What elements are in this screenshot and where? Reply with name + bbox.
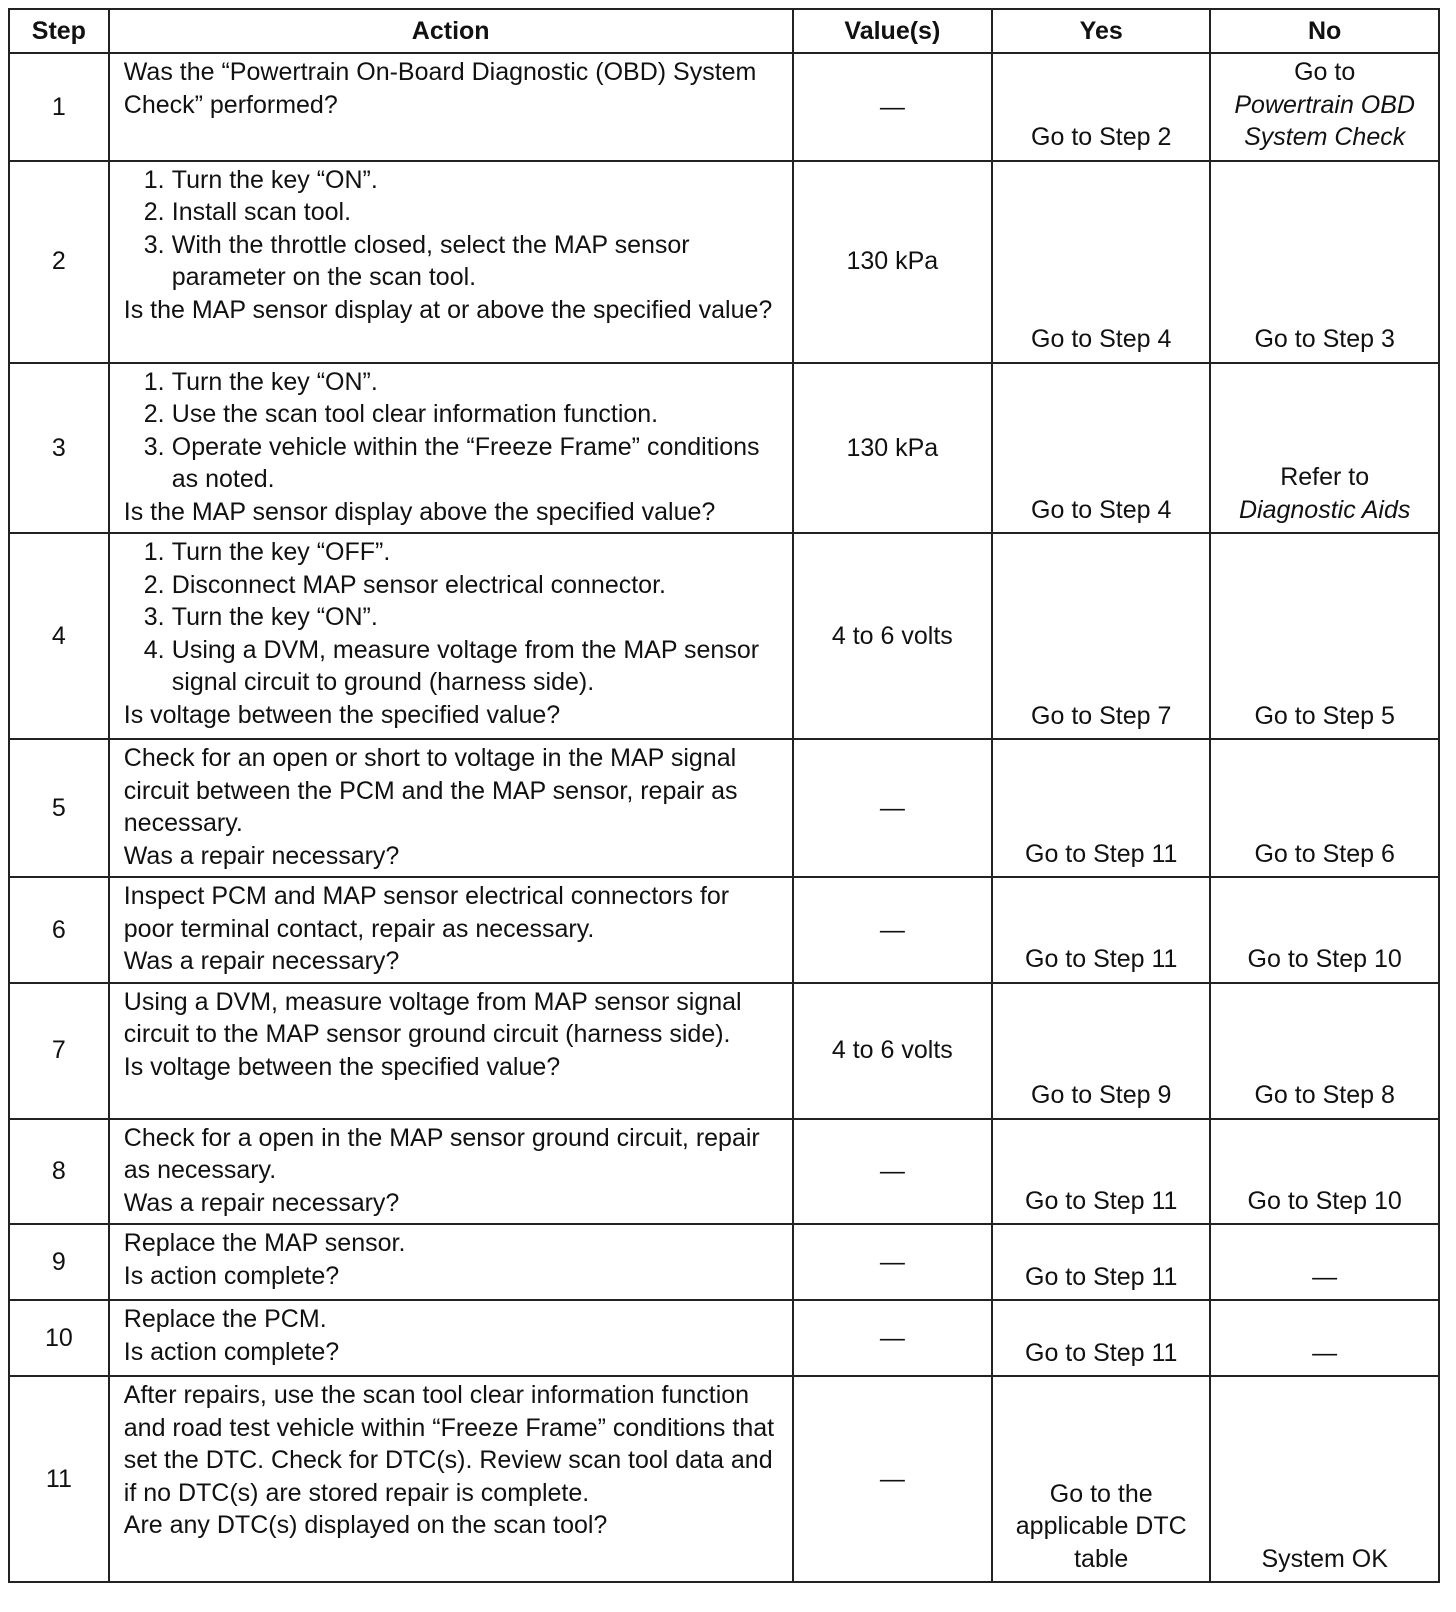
action-question: Is action complete? xyxy=(123,1337,340,1366)
table-row xyxy=(9,161,1439,363)
action-step-item xyxy=(144,366,780,399)
yes-cell: Go to Step 9 xyxy=(992,983,1210,1119)
table-row xyxy=(9,739,1439,877)
item-text: Operate vehicle within the “Freeze Frame” conditions as noted. xyxy=(171,432,760,493)
yes-cell: Go to Step 4 xyxy=(992,161,1210,363)
no-text: Go to Step 8 xyxy=(1254,1081,1395,1109)
action-step-item xyxy=(144,601,780,634)
no-text: — xyxy=(1312,1338,1338,1367)
action-step-item xyxy=(144,398,780,431)
action-text: Inspect PCM and MAP sensor electrical connectors for poor terminal contact, repair as necessary. xyxy=(123,882,730,943)
table-row xyxy=(9,877,1439,983)
item-number: 3. xyxy=(143,603,165,631)
no-text: Go to xyxy=(1294,58,1356,86)
action-cell xyxy=(109,983,793,1119)
table-row xyxy=(9,1300,1439,1376)
item-number: 1. xyxy=(143,367,165,396)
table-row xyxy=(9,1376,1439,1582)
action-question: Was a repair necessary? xyxy=(123,947,400,975)
action-step-item xyxy=(144,536,780,569)
header-action: Action xyxy=(109,9,793,53)
header-no: No xyxy=(1210,9,1439,53)
no-text: Go to Step 6 xyxy=(1254,839,1395,868)
no-reference-link: Powertrain OBD System Check xyxy=(1234,90,1415,151)
value-cell: — xyxy=(793,1376,993,1582)
no-reference-link: Diagnostic Aids xyxy=(1238,495,1411,524)
value-cell: 130 kPa xyxy=(793,363,993,534)
no-text: Go to Step 3 xyxy=(1254,325,1395,353)
action-step-item xyxy=(144,229,780,294)
table-row xyxy=(9,53,1439,161)
no-cell xyxy=(1210,739,1439,877)
item-text: Use the scan tool clear information function. xyxy=(171,400,659,428)
action-cell xyxy=(109,1224,793,1300)
action-text: Replace the PCM. xyxy=(123,1305,327,1333)
header-yes: Yes xyxy=(992,9,1210,53)
yes-cell: Go to Step 11 xyxy=(992,877,1210,983)
item-number: 3. xyxy=(143,230,165,259)
item-number: 1. xyxy=(143,165,165,194)
table-body xyxy=(9,53,1439,1582)
item-number: 2. xyxy=(143,570,165,599)
action-step-item xyxy=(144,431,780,496)
action-text: After repairs, use the scan tool clear information function and road test vehicle within “Freeze Frame” conditions that set the DTC. Check for DTC(s). Review scan tool data and if no DTC(s) are stored repair is complete. xyxy=(123,1381,775,1507)
item-number: 2. xyxy=(143,400,165,428)
action-step-item xyxy=(144,196,780,229)
value-cell: — xyxy=(793,739,993,877)
step-number: 2 xyxy=(9,161,109,363)
diagnostic-table xyxy=(8,8,1440,1583)
item-text: Install scan tool. xyxy=(171,198,352,226)
action-text: Check for an open or short to voltage in the MAP signal circuit between the PCM and the MAP sensor, repair as necessary. xyxy=(123,744,738,837)
value-cell: — xyxy=(793,877,993,983)
header-row xyxy=(9,9,1439,53)
action-text: Was the “Powertrain On-Board Diagnostic (OBD) System Check” performed? xyxy=(123,58,757,119)
action-question: Is voltage between the specified value? xyxy=(123,1052,561,1081)
value-cell: — xyxy=(793,53,993,161)
no-text: Refer to xyxy=(1280,463,1370,491)
action-question: Is the MAP sensor display at or above the specified value? xyxy=(123,295,773,324)
value-cell: 4 to 6 volts xyxy=(793,983,993,1119)
action-text: Using a DVM, measure voltage from MAP sensor signal circuit to the MAP sensor ground circuit (harness side). xyxy=(123,987,742,1048)
item-number: 1. xyxy=(143,538,165,566)
step-number: 8 xyxy=(9,1119,109,1225)
yes-cell: Go to Step 11 xyxy=(992,1119,1210,1225)
table-row xyxy=(9,363,1439,534)
action-cell xyxy=(109,161,793,363)
no-cell xyxy=(1210,983,1439,1119)
action-cell xyxy=(109,1376,793,1582)
step-number: 4 xyxy=(9,533,109,739)
no-text: Go to Step 10 xyxy=(1247,1186,1402,1215)
header-values: Value(s) xyxy=(793,9,993,53)
action-cell xyxy=(109,533,793,739)
value-cell: — xyxy=(793,1119,993,1225)
item-text: Disconnect MAP sensor electrical connector. xyxy=(171,570,666,599)
item-text: Using a DVM, measure voltage from the MAP sensor signal circuit to ground (harness side). xyxy=(171,635,760,696)
action-question: Is action complete? xyxy=(123,1261,340,1290)
action-cell xyxy=(109,739,793,877)
action-question: Was a repair necessary? xyxy=(123,1188,400,1217)
no-cell xyxy=(1210,877,1439,983)
action-question: Is voltage between the specified value? xyxy=(123,700,561,729)
no-cell xyxy=(1210,1119,1439,1225)
yes-cell: Go to Step 11 xyxy=(992,1300,1210,1376)
action-step-item xyxy=(144,634,780,699)
action-question: Are any DTC(s) displayed on the scan tool? xyxy=(123,1511,608,1539)
action-text: Check for a open in the MAP sensor ground circuit, repair as necessary. xyxy=(123,1123,760,1184)
yes-cell: Go to Step 11 xyxy=(992,739,1210,877)
action-step-item xyxy=(144,569,780,602)
no-cell xyxy=(1210,1376,1439,1582)
no-text: System OK xyxy=(1261,1544,1388,1573)
value-cell: — xyxy=(793,1224,993,1300)
yes-cell: Go to Step 11 xyxy=(992,1224,1210,1300)
table-row xyxy=(9,533,1439,739)
step-number: 6 xyxy=(9,877,109,983)
step-number: 7 xyxy=(9,983,109,1119)
yes-cell: Go to the applicable DTC table xyxy=(992,1376,1210,1582)
item-text: Turn the key “ON”. xyxy=(171,367,378,396)
action-cell xyxy=(109,363,793,534)
yes-cell: Go to Step 7 xyxy=(992,533,1210,739)
table-row xyxy=(9,1119,1439,1225)
item-text: Turn the key “ON”. xyxy=(171,603,378,631)
action-question: Was a repair necessary? xyxy=(123,841,400,870)
item-number: 4. xyxy=(143,635,165,664)
item-text: Turn the key “OFF”. xyxy=(171,538,391,566)
step-number: 3 xyxy=(9,363,109,534)
no-text: — xyxy=(1312,1262,1338,1291)
yes-cell: Go to Step 4 xyxy=(992,363,1210,534)
action-cell xyxy=(109,1300,793,1376)
item-number: 3. xyxy=(143,432,165,461)
yes-cell: Go to Step 2 xyxy=(992,53,1210,161)
action-cell xyxy=(109,53,793,161)
action-cell xyxy=(109,877,793,983)
table-row xyxy=(9,983,1439,1119)
action-cell xyxy=(109,1119,793,1225)
action-question: Is the MAP sensor display above the specified value? xyxy=(123,497,716,526)
step-number: 1 xyxy=(9,53,109,161)
no-cell xyxy=(1210,53,1439,161)
value-cell: — xyxy=(793,1300,993,1376)
step-number: 5 xyxy=(9,739,109,877)
step-number: 11 xyxy=(9,1376,109,1582)
table-row xyxy=(9,1224,1439,1300)
no-cell xyxy=(1210,161,1439,363)
no-cell xyxy=(1210,533,1439,739)
no-text: Go to Step 10 xyxy=(1247,945,1402,973)
no-text: Go to Step 5 xyxy=(1254,701,1395,730)
no-cell xyxy=(1210,1224,1439,1300)
step-number: 10 xyxy=(9,1300,109,1376)
no-cell xyxy=(1210,1300,1439,1376)
item-text: With the throttle closed, select the MAP sensor parameter on the scan tool. xyxy=(171,230,690,291)
action-step-item xyxy=(144,164,780,197)
no-cell xyxy=(1210,363,1439,534)
value-cell: 4 to 6 volts xyxy=(793,533,993,739)
item-number: 2. xyxy=(143,198,165,226)
action-text: Replace the MAP sensor. xyxy=(123,1229,406,1257)
step-number: 9 xyxy=(9,1224,109,1300)
item-text: Turn the key “ON”. xyxy=(171,165,378,194)
header-step: Step xyxy=(9,9,109,53)
value-cell: 130 kPa xyxy=(793,161,993,363)
